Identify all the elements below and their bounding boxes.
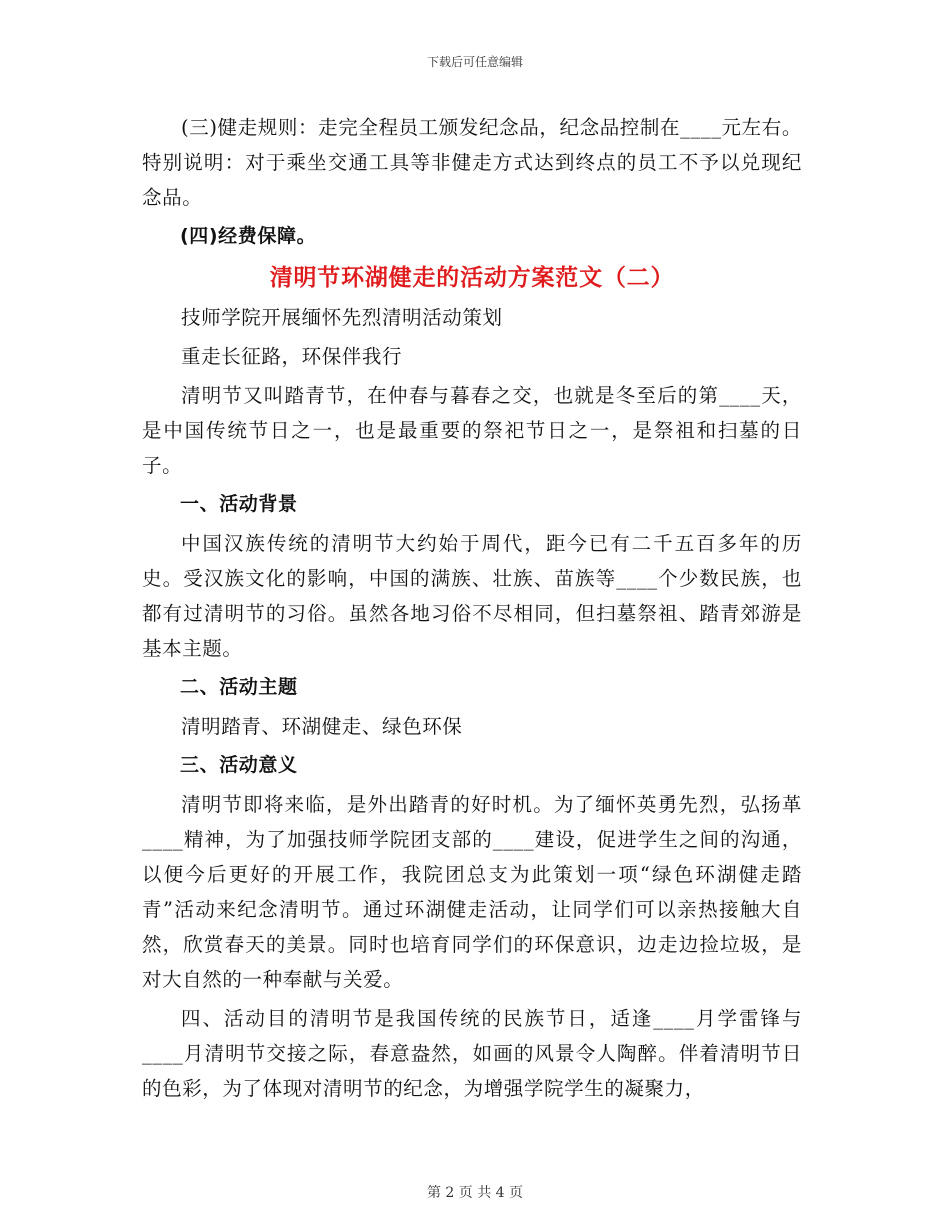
theme-paragraph: 清明踏青、环湖健走、绿色环保 — [181, 715, 463, 738]
section-heading-theme: 二、活动主题 — [180, 676, 298, 698]
page-header-note: 下载后可任意编辑 — [426, 55, 523, 69]
funding-heading: (四)经费保障。 — [180, 225, 317, 247]
intro-paragraph: 清明节又叫踏青节，在仲春与暮春之交，也就是冬至后的第____天，是中国传统节日之一，也是最重要的祭祀节日之一，是祭祖和扫墓的日子。 — [142, 384, 802, 477]
plan-subtitle: 技师学院开展缅怀先烈清明活动策划 — [181, 306, 503, 329]
page-number-footer: 第 2 页 共 4 页 — [426, 1185, 524, 1201]
plan-slogan: 重走长征路，环保伴我行 — [181, 345, 403, 368]
background-paragraph: 中国汉族传统的清明节大约始于周代，距今已有二千五百多年的历史。受汉族文化的影响，中国的满族、壮族、苗族等____个少数民族，也都有过清明节的习俗。虽然各地习俗不尽相同，但扫墓祭祖、踏青郊游是基本主题。 — [142, 532, 802, 660]
rules-paragraph: (三)健走规则：走完全程员工颁发纪念品，纪念品控制在____元左右。特别说明：对于乘坐交通工具等非健走方式达到终点的员工不予以兑现纪念品。 — [142, 116, 802, 209]
section-heading-background: 一、活动背景 — [180, 493, 298, 515]
significance-paragraph: 清明节即将来临，是外出踏青的好时机。为了缅怀英勇先烈，弘扬革____精神，为了加强技师学院团支部的____建设，促进学生之间的沟通，以便今后更好的开展工作，我院团总支为此策划一项“绿色环湖健走踏青”活动来纪念清明节。通过环湖健走活动，让同学们可以亲热接触大自然，欣赏春天的美景。同时也培育同学们的环保意识，边走边捡垃圾，是对大自然的一种奉献与关爱。 — [142, 793, 802, 991]
document-title: 清明节环湖健走的活动方案范文（二） — [269, 265, 675, 291]
purpose-paragraph: 四、活动目的清明节是我国传统的民族节日，适逢____月学雷锋与____月清明节交接之际，春意盎然，如画的风景令人陶醉。伴着清明节日的色彩，为了体现对清明节的纪念，为增强学院学生的凝聚力， — [142, 1007, 802, 1100]
section-heading-significance: 三、活动意义 — [180, 754, 298, 776]
document-body — [142, 110, 802, 1110]
